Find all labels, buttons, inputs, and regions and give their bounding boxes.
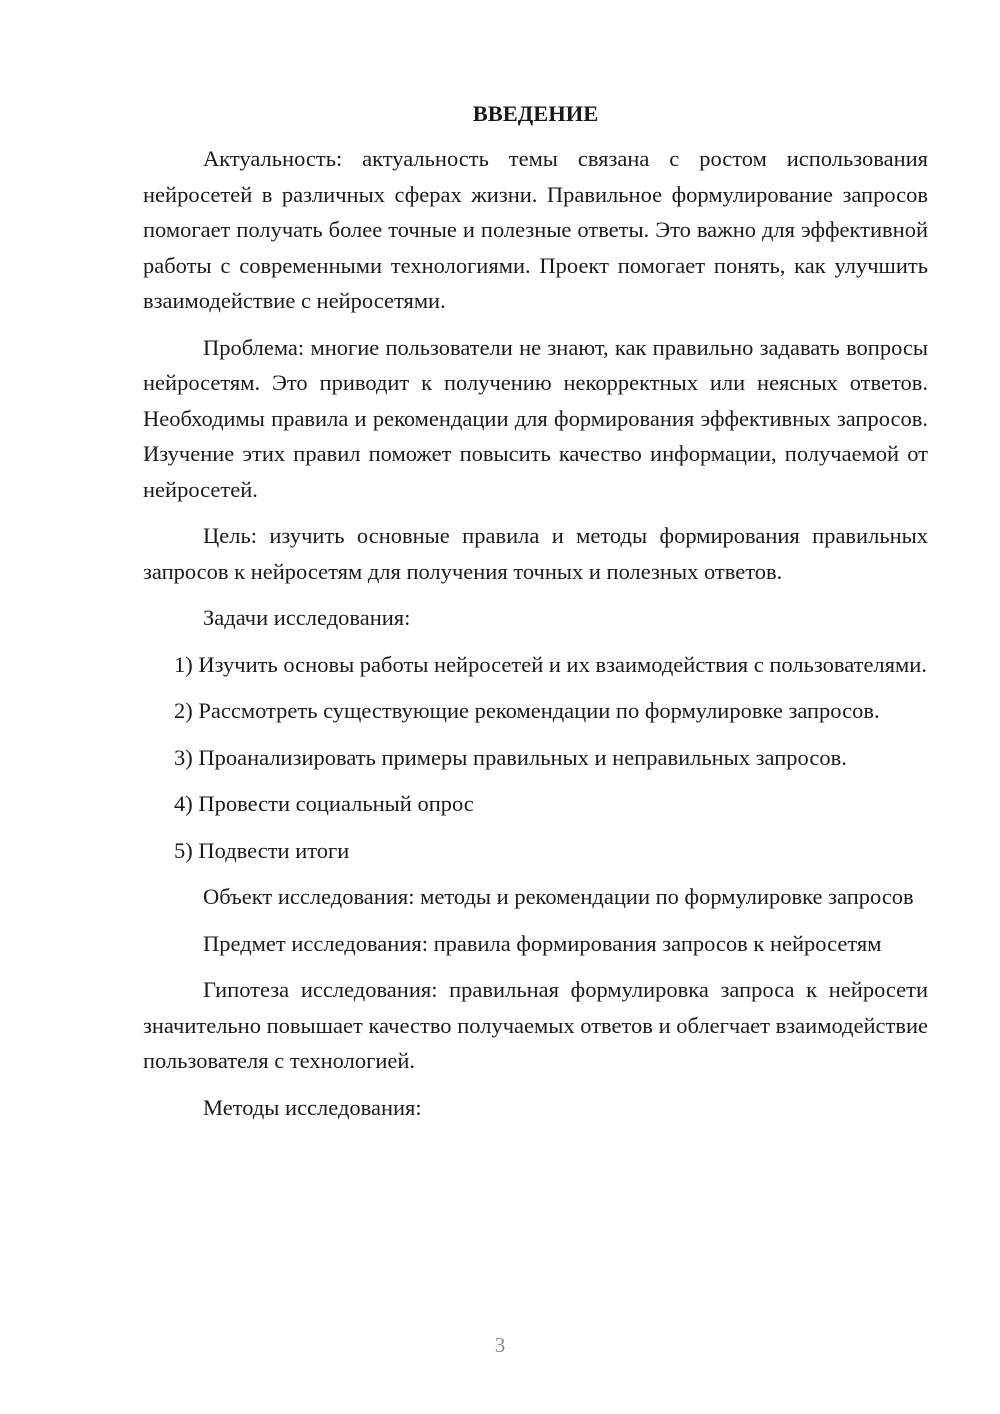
page-content — [143, 96, 928, 1136]
task-item: 5) Подвести итоги — [174, 837, 350, 863]
paragraph-relevance: Актуальность: актуальность темы связана с ростом использования нейросетей в различных сферах жизни. Правильное формулирование запросов помогает получать более точные и полезные ответы. Это важно для эффективной работы с современными технологиями. Проект помогает понять, как улучшить взаимодействие с нейросетями. — [143, 146, 928, 313]
paragraph-problem: Проблема: многие пользователи не знают, как правильно задавать вопросы нейросетям. Это приводит к получению некорректных или неясных ответов. Необходимы правила и рекомендации для формирования эффективных запросов. Изучение этих правил поможет повысить качество информации, получаемой от нейросетей. — [143, 334, 928, 502]
methods-heading: Методы исследования: — [203, 1094, 422, 1120]
task-item: 4) Провести социальный опрос — [174, 791, 474, 816]
page-number: 3 — [494, 1333, 506, 1357]
task-item: 1) Изучить основы работы нейросетей и их взаимодействия с пользователями. — [174, 651, 927, 677]
task-item: 3) Проанализировать примеры правильных и неправильных запросов. — [174, 744, 847, 770]
tasks-heading: Задачи исследования: — [203, 605, 411, 630]
paragraph-subject: Предмет исследования: правила формирования запросов к нейросетям — [203, 930, 882, 956]
page-title: ВВЕДЕНИЕ — [472, 101, 599, 126]
paragraph-hypothesis: Гипотеза исследования: правильная формулировка запроса к нейросети значительно повышает качество получаемых ответов и облегчает взаимодействие пользователя с технологией. — [143, 977, 928, 1073]
paragraph-object: Объект исследования: методы и рекомендации по формулировке запросов — [203, 884, 914, 909]
paragraph-goal: Цель: изучить основные правила и методы формирования правильных запросов к нейросетям для получения точных и полезных ответов. — [143, 523, 928, 584]
task-item: 2) Рассмотреть существующие рекомендации по формулировке запросов. — [174, 698, 880, 723]
